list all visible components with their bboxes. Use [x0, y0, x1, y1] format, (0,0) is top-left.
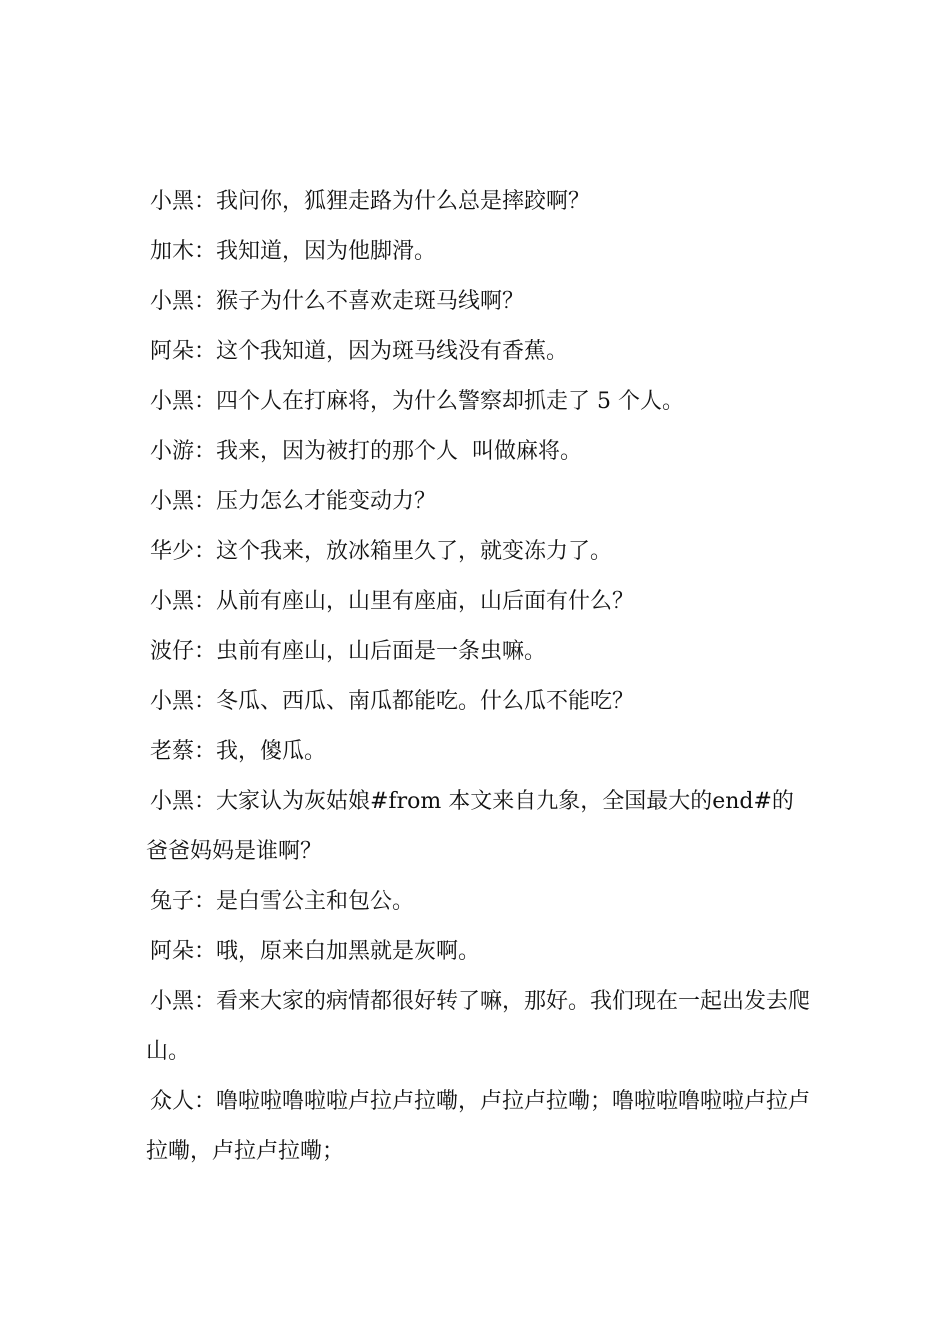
- dialogue-line: 小黑：从前有座山，山里有座庙，山后面有什么？: [150, 589, 635, 614]
- dialogue-line: 小黑：压力怎么才能变动力？: [150, 489, 437, 514]
- dialogue-line: 小黑：四个人在打麻将，为什么警察却抓走了 5 个人。: [150, 389, 684, 414]
- dialogue-line: 老蔡：我，傻瓜。: [150, 739, 327, 764]
- dialogue-line: 小黑：冬瓜、西瓜、南瓜都能吃。什么瓜不能吃？: [150, 689, 635, 714]
- dialogue-line: 小黑：猴子为什么不喜欢走斑马线啊？: [150, 289, 525, 314]
- dialogue-line: 小黑：大家认为灰姑娘#from 本文来自九象，全国最大的end#的爸爸妈妈是谁啊？: [146, 789, 794, 864]
- dialogue-line: 阿朵：这个我知道，因为斑马线没有香蕉。: [150, 339, 569, 364]
- dialogue-line: 众人：噜啦啦噜啦啦卢拉卢拉嘞，卢拉卢拉嘞；噜啦啦噜啦啦卢拉卢拉嘞，卢拉卢拉嘞；: [146, 1089, 811, 1164]
- dialogue-line: 华少：这个我来，放冰箱里久了，就变冻力了。: [150, 539, 613, 564]
- dialogue-line: 加木：我知道，因为他脚滑。: [150, 239, 437, 264]
- dialogue-line: 小黑：我问你，狐狸走路为什么总是摔跤啊？: [150, 189, 591, 214]
- document-body: [146, 177, 810, 1177]
- dialogue-line: 阿朵：哦，原来白加黑就是灰啊。: [150, 939, 481, 964]
- dialogue-line: 小游：我来，因为被打的那个人 叫做麻将。: [150, 439, 582, 464]
- dialogue-line: 小黑：看来大家的病情都很好转了嘛，那好。我们现在一起出发去爬山。: [146, 989, 811, 1064]
- dialogue-line: 兔子：是白雪公主和包公。: [150, 889, 415, 914]
- dialogue-line: 波仔：虫前有座山，山后面是一条虫嘛。: [150, 639, 547, 664]
